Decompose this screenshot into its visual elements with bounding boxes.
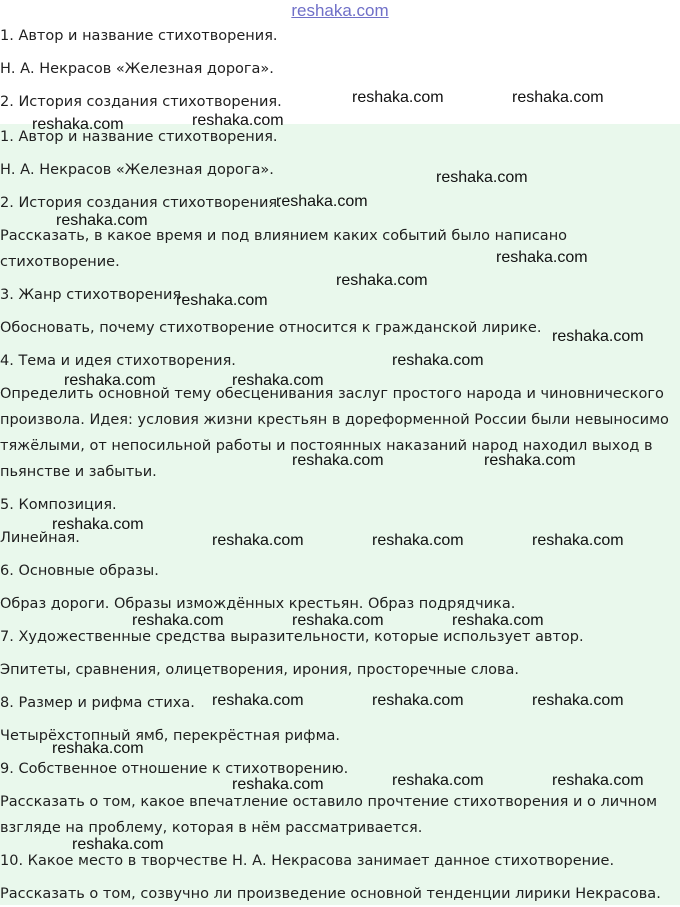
- watermark: reshaka.com: [32, 116, 124, 133]
- text-line: Рассказать, в какое время и под влиянием каких событий было написано: [0, 228, 568, 244]
- text-line: произвола. Идея: условия жизни крестьян в дореформенной России были невыносимо: [0, 412, 669, 428]
- watermark: reshaka.com: [392, 772, 484, 789]
- heading-meter: 8. Размер и рифма стиха.: [0, 695, 195, 711]
- text-line: Определить основной тему обесценивания заслуг простого народа и чиновнического: [0, 386, 664, 402]
- site-watermark-link[interactable]: reshaka.com: [291, 1, 389, 20]
- watermark: reshaka.com: [132, 612, 224, 629]
- watermark: reshaka.com: [52, 516, 144, 533]
- text-line: Н. А. Некрасов «Железная дорога».: [0, 162, 274, 178]
- watermark: reshaka.com: [532, 692, 624, 709]
- heading-history: 2. История создания стихотворения.: [0, 195, 282, 211]
- watermark: reshaka.com: [532, 532, 624, 549]
- intro-line: 1. Автор и название стихотворения.: [0, 28, 278, 44]
- text-line: Обосновать, почему стихотворение относится к гражданской лирике.: [0, 320, 542, 336]
- watermark: reshaka.com: [512, 89, 604, 106]
- watermark: reshaka.com: [292, 612, 384, 629]
- heading-theme: 4. Тема и идея стихотворения.: [0, 353, 236, 369]
- watermark: reshaka.com: [352, 89, 444, 106]
- watermark: reshaka.com: [484, 452, 576, 469]
- watermark: reshaka.com: [496, 249, 588, 266]
- watermark: reshaka.com: [336, 272, 428, 289]
- watermark: reshaka.com: [64, 372, 156, 389]
- watermark: reshaka.com: [372, 692, 464, 709]
- intro-line: Н. А. Некрасов «Железная дорога».: [0, 61, 274, 77]
- watermark: reshaka.com: [232, 776, 324, 793]
- heading-devices: 7. Художественные средства выразительности, которые использует автор.: [0, 629, 584, 645]
- text-line: тяжёлыми, от непосильной работы и постоянных наказаний народ находил выход в: [0, 438, 653, 454]
- watermark: reshaka.com: [552, 328, 644, 345]
- heading-place: 10. Какое место в творчестве Н. А. Некрасова занимает данное стихотворение.: [0, 853, 615, 869]
- watermark: reshaka.com: [276, 193, 368, 210]
- watermark: reshaka.com: [176, 292, 268, 309]
- heading-attitude: 9. Собственное отношение к стихотворению.: [0, 761, 349, 777]
- watermark: reshaka.com: [392, 352, 484, 369]
- text-line: взгляде на проблему, которая в нём рассматривается.: [0, 820, 423, 836]
- text-line: Образ дороги. Образы измождённых крестьян. Образ подрядчика.: [0, 596, 516, 612]
- watermark: reshaka.com: [372, 532, 464, 549]
- text-line: Эпитеты, сравнения, олицетворения, ирония, просторечные слова.: [0, 662, 520, 678]
- watermark: reshaka.com: [212, 532, 304, 549]
- text-line: Рассказать о том, созвучно ли произведение основной тенденции лирики Некрасова.: [0, 886, 661, 902]
- watermark: reshaka.com: [552, 772, 644, 789]
- watermark: reshaka.com: [436, 169, 528, 186]
- watermark: reshaka.com: [452, 612, 544, 629]
- heading-composition: 5. Композиция.: [0, 497, 117, 513]
- watermark: reshaka.com: [212, 692, 304, 709]
- watermark: reshaka.com: [52, 740, 144, 757]
- text-line: Четырёхстопный ямб, перекрёстная рифма.: [0, 728, 340, 744]
- watermark: reshaka.com: [292, 452, 384, 469]
- watermark: reshaka.com: [56, 212, 148, 229]
- text-line: Линейная.: [0, 530, 80, 546]
- heading-author: 1. Автор и название стихотворения.: [0, 129, 278, 145]
- heading-genre: 3. Жанр стихотворения.: [0, 287, 186, 303]
- watermark: reshaka.com: [72, 836, 164, 853]
- heading-images: 6. Основные образы.: [0, 563, 159, 579]
- text-line: Рассказать о том, какое впечатление оставило прочтение стихотворения и о личном: [0, 794, 658, 810]
- text-line: пьянстве и забытьи.: [0, 464, 157, 480]
- watermark: reshaka.com: [232, 372, 324, 389]
- intro-line: 2. История создания стихотворения.: [0, 94, 282, 110]
- watermark: reshaka.com: [192, 112, 284, 129]
- text-line: стихотворение.: [0, 254, 120, 270]
